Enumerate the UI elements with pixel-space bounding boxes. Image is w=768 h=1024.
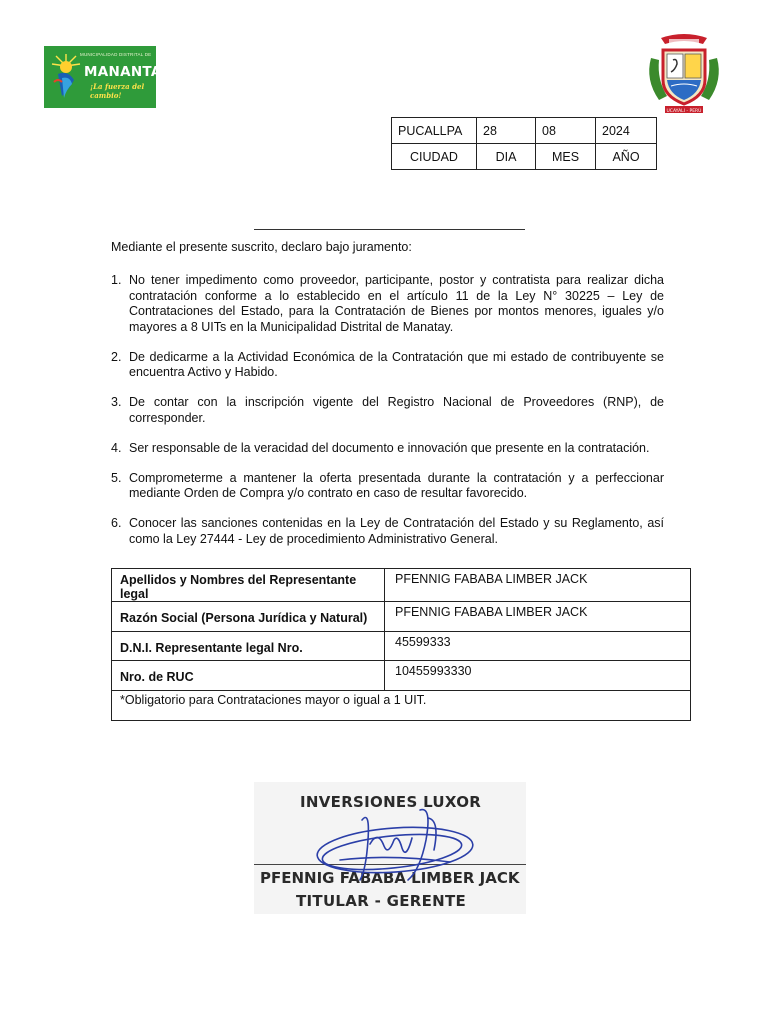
row-label: Apellidos y Nombres del Representante legal xyxy=(112,569,385,602)
hummingbird-icon xyxy=(48,52,84,104)
row-label: Razón Social (Persona Jurídica y Natural) xyxy=(112,602,385,632)
stamp-company: INVERSIONES LUXOR xyxy=(300,793,482,811)
divider-line xyxy=(254,229,525,230)
row-value: 10455993330 xyxy=(385,661,691,691)
day-header: DIA xyxy=(477,144,536,170)
date-table xyxy=(391,117,657,170)
manantay-logo xyxy=(44,46,171,108)
month-value: 08 xyxy=(536,118,596,144)
representative-table xyxy=(111,568,691,721)
row-value: PFENNIG FABABA LIMBER JACK xyxy=(385,569,691,602)
table-row xyxy=(112,661,691,691)
clause-item: 4. Ser responsable de la veracidad del documento e innovación que presente en la contratación. xyxy=(111,440,650,455)
city-header: CIUDAD xyxy=(392,144,477,170)
table-row xyxy=(112,631,691,661)
clause-item: 2. De dedicarme a la Actividad Económica de la Contratación que mi estado de contribuyente se encuentra Activo y Habido. xyxy=(111,349,664,379)
clause-item: 3. De contar con la inscripción vigente del Registro Nacional de Proveedores (RNP), de corresponder. xyxy=(111,395,664,425)
row-label: Nro. de RUC xyxy=(112,661,385,691)
stamp-name: PFENNIG FABABA LIMBER JACK xyxy=(260,869,520,887)
table-note: *Obligatorio para Contrataciones mayor o igual a 1 UIT. xyxy=(112,690,691,720)
clause-item: 6. Conocer las sanciones contenidas en la Ley de Contratación del Estado y su Reglamento, así como la Ley 27444 - Ley de procedimiento Administrativo General. xyxy=(111,516,664,546)
day-value: 28 xyxy=(477,118,536,144)
intro-text: Mediante el presente suscrito, declaro bajo juramento: xyxy=(111,240,412,254)
table-row xyxy=(112,602,691,632)
table-row xyxy=(112,690,691,720)
city-value: PUCALLPA xyxy=(392,118,477,144)
month-header: MES xyxy=(536,144,596,170)
stamp-title: TITULAR - GERENTE xyxy=(296,892,467,910)
coat-of-arms-caption: UCAYALI - PERÚ xyxy=(666,109,702,114)
clauses-list xyxy=(111,273,664,562)
clause-item: 1. No tener impedimento como proveedor, participante, postor y contratista para realizar dicha contratación conforme a lo establecido en el artículo 11 de la Ley N° 30225 – Ley de Contrataciones del Estado, para la Contratación de Bienes por montos menores, iguales y/o mayores a 8 UITs en la Municipalidad Distrital de Manatay. xyxy=(111,273,664,334)
handwritten-signature xyxy=(300,800,480,890)
logo-brand-text: MANANTAY xyxy=(84,64,171,80)
logo-top-text: MUNICIPALIDAD DISTRITAL DE xyxy=(80,52,152,57)
clause-item: 5. Comprometerme a mantener la oferta presentada durante la contratación y a perfeccionar mediante Orden de Compra y/o contrato en caso de resultar favorecido. xyxy=(111,470,664,500)
row-value: PFENNIG FABABA LIMBER JACK xyxy=(385,602,691,632)
year-header: AÑO xyxy=(596,144,657,170)
coat-of-arms-icon xyxy=(641,30,727,116)
logo-tagline: ¡La fuerza del cambio! xyxy=(90,82,145,100)
table-row xyxy=(112,569,691,602)
row-label: D.N.I. Representante legal Nro. xyxy=(112,631,385,661)
row-value: 45599333 xyxy=(385,631,691,661)
year-value: 2024 xyxy=(596,118,657,144)
